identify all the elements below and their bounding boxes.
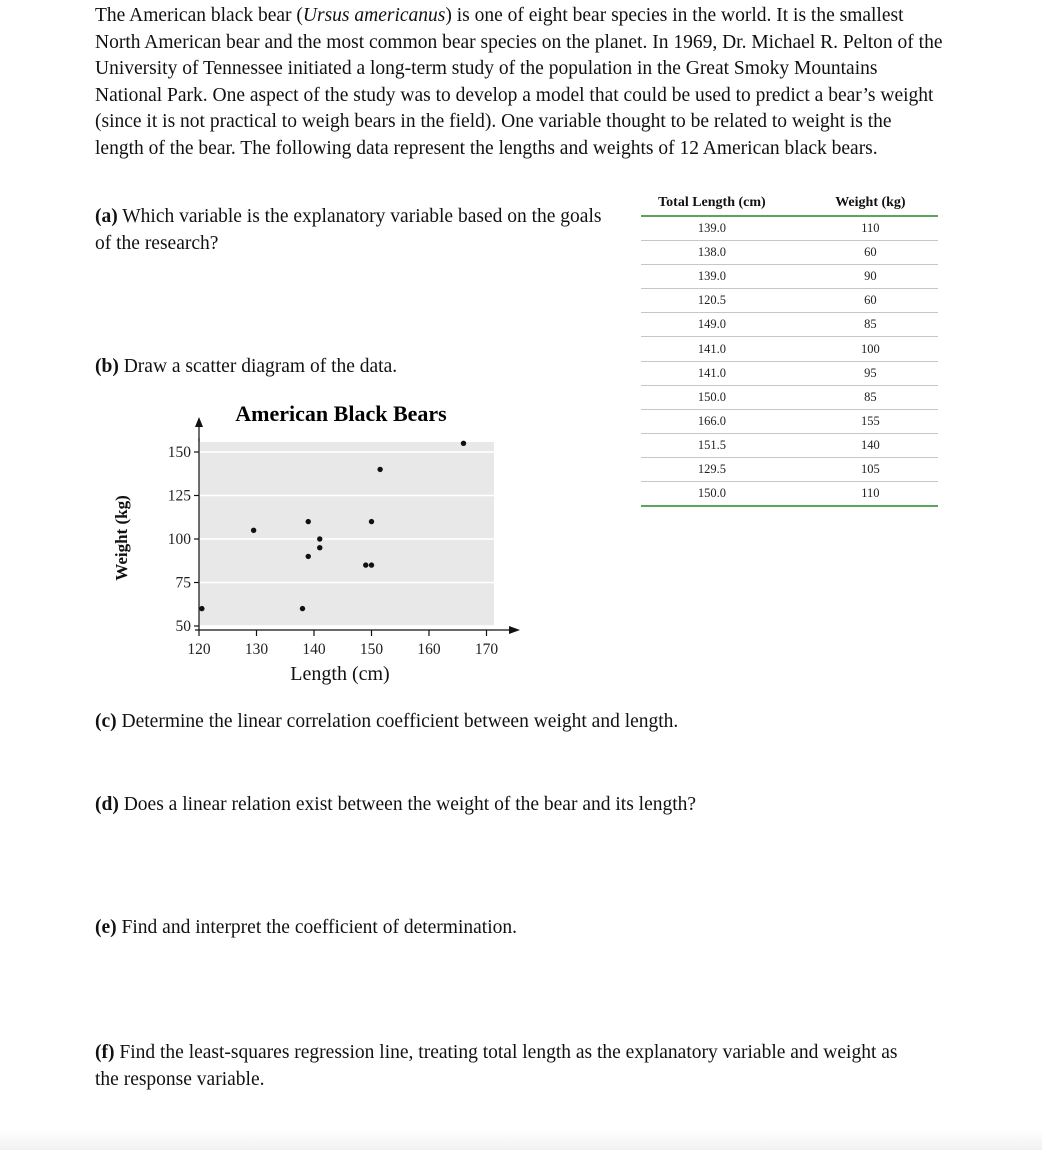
length-cell: 139.0 — [641, 216, 793, 241]
table-row — [641, 241, 938, 265]
length-cell: 129.5 — [641, 457, 793, 481]
x-axis-arrow — [509, 626, 520, 634]
y-tick-label: 125 — [167, 487, 191, 505]
plot-area — [199, 442, 494, 626]
weight-cell: 100 — [793, 337, 938, 361]
data-point — [306, 519, 311, 524]
species-name: Ursus americanus — [302, 5, 446, 26]
table-row — [641, 457, 938, 481]
question-c-label: (c) — [95, 711, 117, 732]
data-point — [369, 519, 374, 524]
table-row — [641, 216, 938, 241]
table-header-weight: Weight (kg) — [793, 190, 938, 216]
y-axis-title: Weight (kg) — [112, 495, 131, 581]
weight-cell: 90 — [793, 265, 938, 289]
table-header-length: Total Length (cm) — [641, 190, 793, 216]
table-row — [641, 385, 938, 409]
table-row — [641, 433, 938, 457]
weight-cell: 110 — [793, 216, 938, 241]
data-point — [363, 562, 368, 567]
table-row — [641, 482, 938, 507]
x-axis-title: Length (cm) — [290, 663, 390, 685]
intro-text-1: The American black bear ( — [95, 5, 303, 26]
chart-title: American Black Bears — [235, 401, 447, 426]
length-cell: 151.5 — [641, 433, 793, 457]
table-row — [641, 313, 938, 337]
length-cell: 139.0 — [641, 265, 793, 289]
length-cell: 141.0 — [641, 361, 793, 385]
y-tick-label: 150 — [167, 444, 191, 461]
table-header-row — [641, 190, 938, 216]
data-point — [377, 467, 382, 472]
table-row — [641, 337, 938, 361]
length-cell: 138.0 — [641, 241, 793, 265]
weight-cell: 155 — [793, 409, 938, 433]
x-tick-label: 140 — [302, 641, 326, 658]
question-a-text: Which variable is the explanatory variable based on the goals of the research? — [95, 206, 602, 254]
data-point — [251, 528, 256, 533]
intro-paragraph — [95, 3, 945, 163]
length-cell: 150.0 — [641, 385, 793, 409]
table-row — [641, 265, 938, 289]
y-tick-label: 50 — [175, 618, 191, 635]
weight-cell: 105 — [793, 457, 938, 481]
y-axis-arrow — [195, 417, 203, 427]
x-tick-label: 170 — [474, 641, 499, 658]
weight-cell: 95 — [793, 361, 938, 385]
question-e-label: (e) — [95, 917, 117, 938]
data-point — [461, 441, 466, 446]
weight-cell: 140 — [793, 433, 938, 457]
data-table — [641, 190, 938, 507]
x-ticks — [187, 630, 498, 658]
weight-cell: 85 — [793, 313, 938, 337]
question-c — [95, 709, 678, 736]
table-body — [641, 216, 938, 506]
question-b-label: (b) — [95, 356, 119, 377]
weight-cell: 60 — [793, 241, 938, 265]
y-tick-label: 75 — [175, 574, 191, 592]
x-tick-label: 160 — [417, 641, 441, 658]
question-e — [95, 915, 517, 942]
question-d-text: Does a linear relation exist between the weight of the bear and its length? — [118, 794, 697, 815]
question-d — [95, 792, 696, 819]
data-point — [199, 606, 204, 611]
question-e-text: Find and interpret the coefficient of determination. — [116, 917, 517, 938]
question-a — [95, 204, 615, 257]
table-row — [641, 361, 938, 385]
x-tick-label: 150 — [359, 641, 384, 658]
data-point — [369, 562, 374, 567]
question-f-text: Find the least-squares regression line, treating total length as the explanatory variable and weight as the response variable. — [95, 1042, 898, 1090]
table-row — [641, 409, 938, 433]
weight-cell: 60 — [793, 289, 938, 313]
question-d-label: (d) — [95, 794, 119, 815]
length-cell: 141.0 — [641, 337, 793, 361]
data-point — [317, 545, 322, 550]
question-a-label: (a) — [95, 206, 118, 227]
scatter-chart — [100, 390, 530, 690]
question-f — [95, 1040, 925, 1093]
length-cell: 149.0 — [641, 313, 793, 337]
y-tick-label: 100 — [167, 531, 191, 548]
table-row — [641, 289, 938, 313]
question-c-text: Determine the linear correlation coefficient between weight and length. — [116, 711, 679, 732]
intro-text-2: ) is one of eight bear species in the world. It is the smallest North American bear and the most common bear species on the planet. In 1969, Dr. Michael R. Pelton of the University of Tennessee initiated a long-term study of the population in the Great Smoky Mountains National Park. One aspect of the study was to develop a model that could be used to predict a bear’s weight (since it is not practical to weigh bears in the field). One variable thought to be related to weight is the length of the bear. The following data represent the lengths and weights of 12 American black bears. — [95, 5, 943, 159]
weight-cell: 85 — [793, 385, 938, 409]
data-point — [306, 554, 311, 559]
question-b-text: Draw a scatter diagram of the data. — [118, 356, 398, 377]
length-cell: 166.0 — [641, 409, 793, 433]
question-b — [95, 354, 397, 381]
length-cell: 150.0 — [641, 482, 793, 507]
y-ticks — [168, 444, 199, 635]
bottom-fade — [0, 1130, 1042, 1150]
data-point — [300, 606, 305, 611]
question-f-label: (f) — [95, 1042, 115, 1063]
length-cell: 120.5 — [641, 289, 793, 313]
x-tick-label: 120 — [187, 641, 211, 658]
x-tick-label: 130 — [244, 641, 269, 658]
weight-cell: 110 — [793, 482, 938, 507]
data-point — [317, 536, 322, 541]
